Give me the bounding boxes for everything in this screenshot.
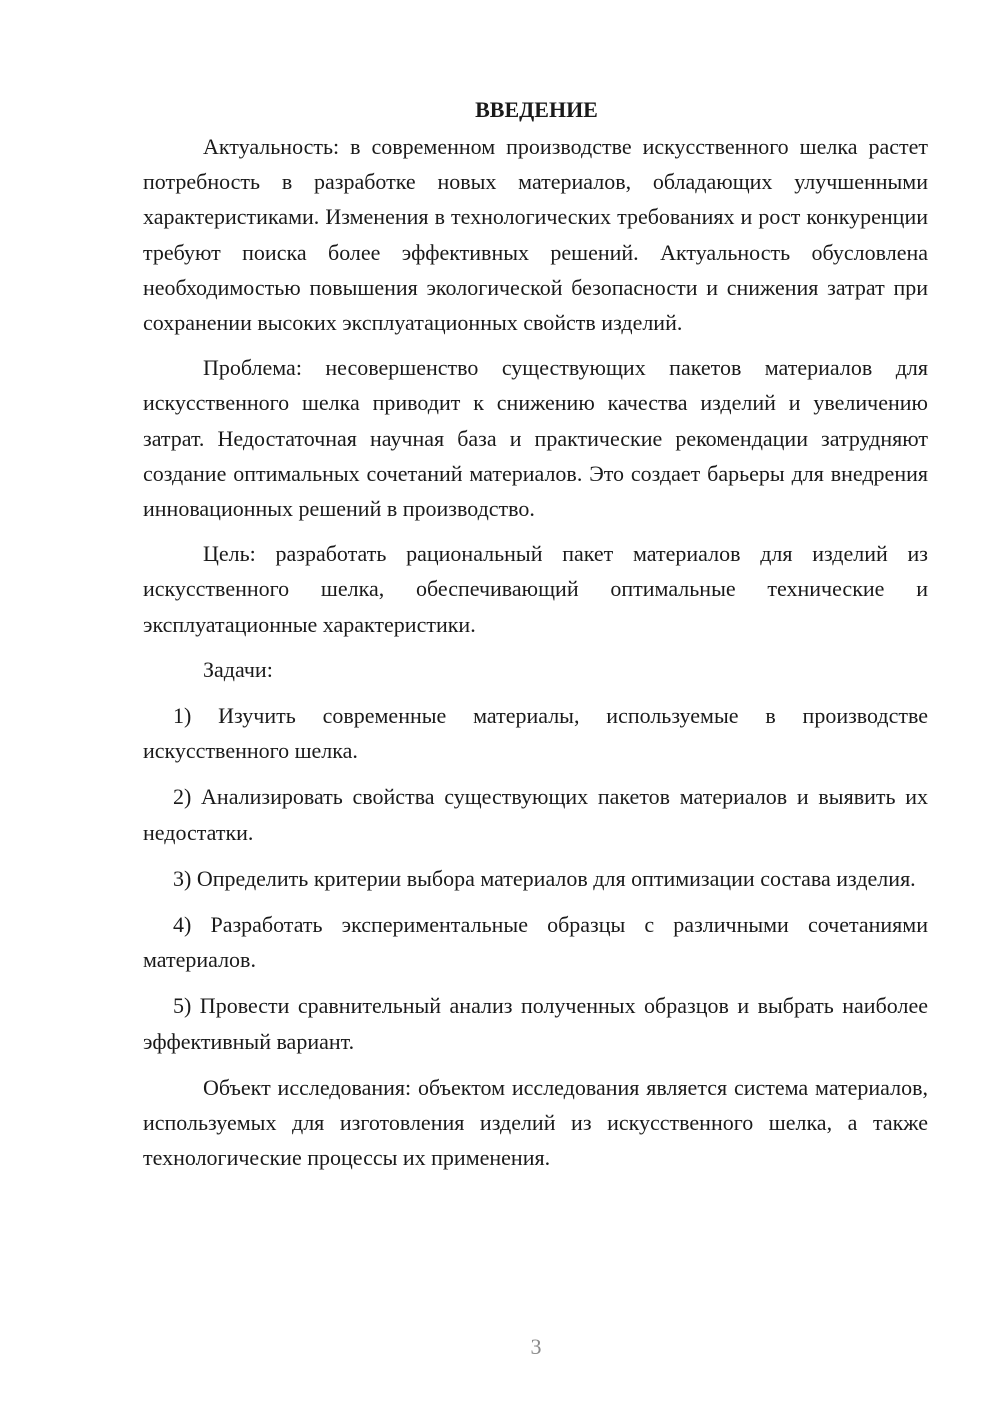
page-content xyxy=(143,92,928,1175)
task-item-5: 5) Провести сравнительный анализ полученных образцов и выбрать наиболее эффективный вариант. xyxy=(143,993,928,1054)
page-number: 3 xyxy=(530,1334,542,1359)
object-paragraph: Объект исследования: объектом исследования является система материалов, используемых для изготовления изделий из искусственного шелка, а также технологические процессы их применения. xyxy=(143,1074,928,1171)
section-heading: ВВЕДЕНИЕ xyxy=(475,97,598,122)
task-item-1: 1) Изучить современные материалы, используемые в производстве искусственного шелка. xyxy=(143,703,928,764)
task-item-4: 4) Разработать экспериментальные образцы с различными сочетаниями материалов. xyxy=(143,912,928,973)
tasks-label: Задачи: xyxy=(203,656,273,682)
task-item-2: 2) Анализировать свойства существующих пакетов материалов и выявить их недостатки. xyxy=(143,784,928,845)
task-item-3: 3) Определить критерии выбора материалов для оптимизации состава изделия. xyxy=(173,865,916,891)
relevance-paragraph: Актуальность: в современном производстве искусственного шелка растет потребность в разработке новых материалов, обладающих улучшенными характеристиками. Изменения в технологических требованиях и рост конкуренции требуют поиска более эффективных решений. Актуальность обусловлена необходимостью повышения экологической безопасности и снижения затрат при сохранении высоких эксплуатационных свойств изделий. xyxy=(143,134,928,336)
problem-paragraph: Проблема: несовершенство существующих пакетов материалов для искусственного шелка приводит к снижению качества изделий и увеличению затрат. Недостаточная научная база и практические рекомендации затрудняют создание оптимальных сочетаний материалов. Это создает барьеры для внедрения инновационных решений в производство. xyxy=(143,355,928,522)
goal-paragraph: Цель: разработать рациональный пакет материалов для изделий из искусственного шелка, обеспечивающий оптимальные технические и эксплуатационные характеристики. xyxy=(143,541,928,637)
